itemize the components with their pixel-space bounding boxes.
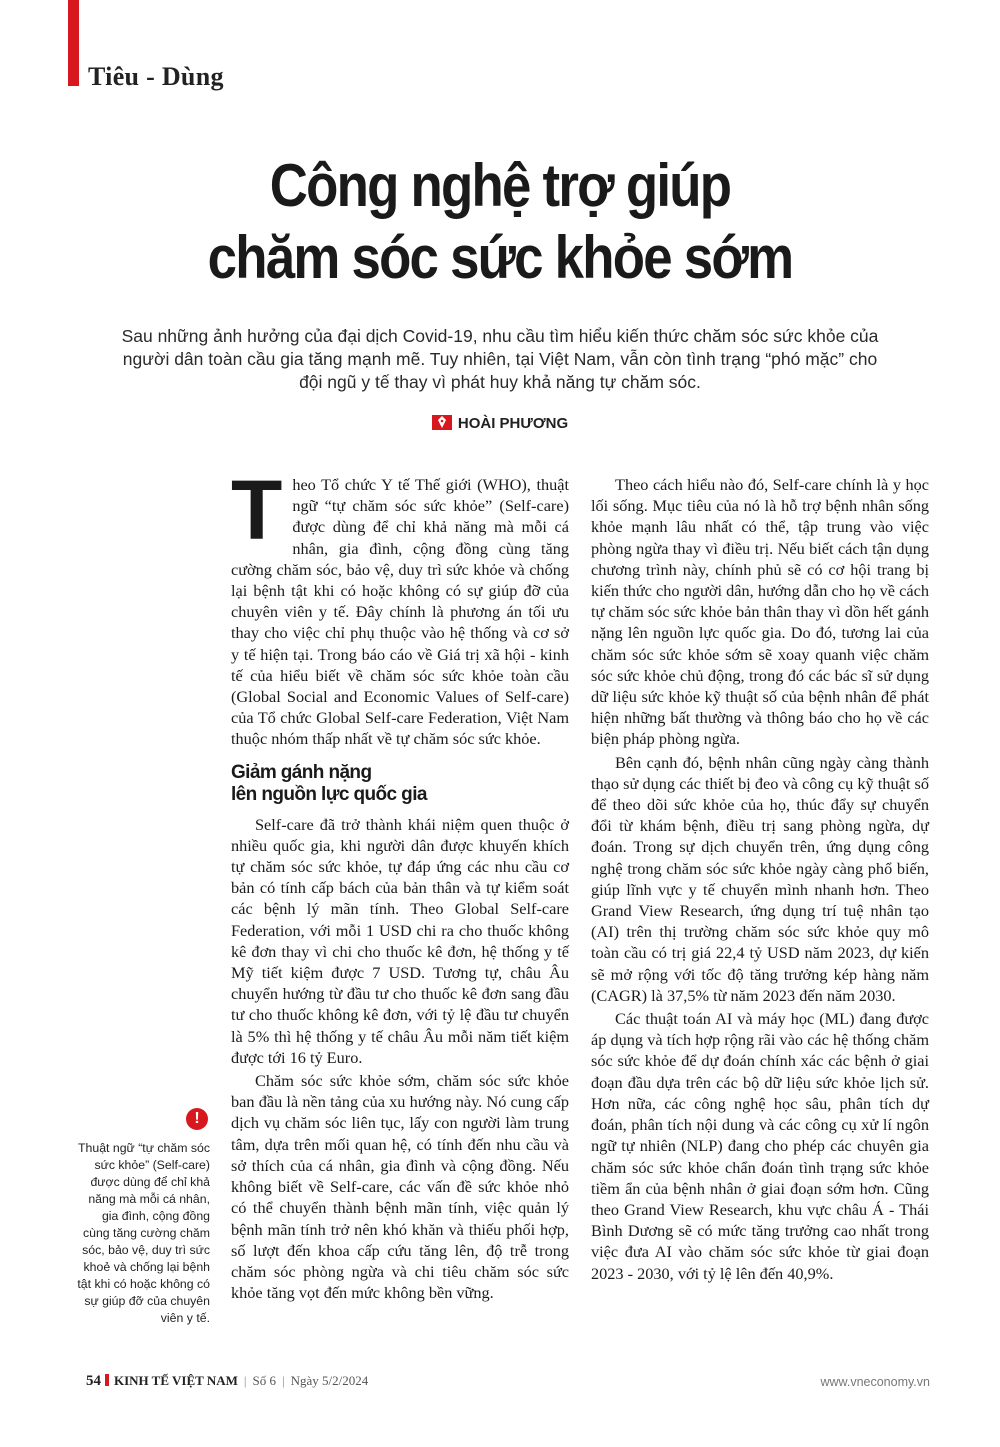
byline [0, 415, 1000, 432]
author-name: HOÀI PHƯƠNG [457, 415, 569, 432]
issue-number: Số 6 [252, 1373, 276, 1388]
subheading: Giảm gánh nặng lên nguồn lực quốc gia [231, 761, 427, 805]
drop-cap: T [231, 463, 283, 557]
headline [60, 150, 940, 294]
page-footer: 54 KINH TẾ VIỆT NAM | Số 6 | Ngày 5/2/2024 www.vneconomy.vn [86, 1373, 930, 1389]
paragraph: Self-care đã trở thành khái niệm quen thuộc ở nhiều quốc gia, khi người dân được khuyến khích tự chăm sóc sức khỏe, tự đáp ứng các nhu cầu cơ bản có tính cấp bách của bản thân và tự kiểm soát các bệnh lý mãn tính. Theo Global Self-care Federation, với mỗi 1 USD chi ra cho thuốc không kê đơn thay vì chi cho thuốc kê đơn, hệ thống y tế Mỹ tiết kiệm được 7 USD. Tương tự, châu Âu chuyển hướng từ đầu tư cho thuốc kê đơn sang đầu tư cho thuốc không kê đơn, với tỷ lệ đầu tư chuyển là 5% thì hệ thống y tế châu Âu mỗi năm tiết kiệm được tới 16 tỷ Euro. [231, 814, 569, 1067]
section-title: Tiêu - Dùng [88, 62, 224, 91]
headline-line-2: chăm sóc sức khỏe sớm [207, 224, 793, 291]
section-accent-bar [68, 0, 79, 86]
paragraph: Chăm sóc sức khỏe sớm, chăm sóc sức khỏe ban đầu là nền tảng của xu hướng này. Nó cung cấp dịch vụ chăm sóc liên tục, lấy con người làm trung tâm, dựa trên mối quan hệ, có tính đến nhu cầu và sở thích của cá nhân, gia đình và cộng đồng. Nếu không biết về Self-care, các vấn đề sức khỏe nhỏ có thể chuyển thành bệnh mãn tính, việc quản lý bệnh mãn tính trở nên khó khăn và thiếu phối hợp, số lượt đến khoa cấp cứu tăng lên, độ trễ trong chăm sóc phòng ngừa và chi tiêu chăm sóc sức khỏe tăng vọt đến mức không bền vững. [231, 1071, 569, 1303]
pen-icon [432, 415, 452, 430]
paragraph: Theo cách hiểu nào đó, Self-care chính là y học lối sống. Mục tiêu của nó là hỗ trợ bệnh nhân sống khỏe mạnh lâu nhất có thể, tập trung vào việc phòng ngừa thay vì điều trị. Nếu biết cách tận dụng chương trình này, chính phủ sẽ có cơ hội trang bị kiến thức cho người dân, hướng dẫn cho họ về cách tự chăm sóc sức khỏe bản thân thay vì dồn hết gánh nặng lên nguồn lực quốc gia. Do đó, tương lai của chăm sóc sức khỏe sớm sẽ xoay quanh việc chăm sóc sức khỏe chủ động, trong đó các bác sĩ sử dụng dữ liệu sức khỏe kỹ thuật số của bệnh nhân để phát hiện những bất thường và thông báo cho họ về các biện pháp phòng ngừa. [591, 475, 929, 749]
paragraph: Bên cạnh đó, bệnh nhân cũng ngày càng thành thạo sử dụng các thiết bị đeo và công cụ kỹ thuật số để theo dõi sức khỏe của họ, thúc đẩy sự chuyển đổi từ khám bệnh, điều trị sang phòng ngừa, dự đoán. Trong sự dịch chuyển trên, ứng dụng công nghệ trong chăm sóc sức khỏe ngày càng phổ biến, giúp lĩnh vực y tế chuyển mình nhanh hơn. Theo Grand View Research, ứng dụng trí tuệ nhân tạo (AI) trên thị trường chăm sóc sức khỏe quy mô toàn cầu có trị giá 22,4 tỷ USD năm 2023, dự kiến sẽ mở rộng với tốc độ tăng trưởng kép hàng năm (CAGR) là 37,5% từ năm 2023 đến năm 2030. [591, 752, 929, 1005]
paragraph: Các thuật toán AI và máy học (ML) đang được áp dụng và tích hợp rộng rãi vào các hệ thống chăm sóc sức khỏe để dự đoán chính xác các bệnh ở giai đoạn đầu dựa trên các bộ dữ liệu sức khỏe lịch sử. Hơn nữa, các công nghệ học sâu, phân tích dự đoán, phân tích nội dung và các công cụ xử lí ngôn ngữ tự nhiên (NLP) đang cho phép các chuyên gia chăm sóc sức khỏe chẩn đoán tình trạng sức khỏe tiềm ẩn của bệnh nhân ở giai đoạn sớm hơn. Cũng theo Grand View Research, khu vực châu Á - Thái Bình Dương sẽ có mức tăng trưởng cao nhất trong việc đưa AI vào chăm sóc sức khỏe từ giai đoạn 2023 - 2030, với tỷ lệ lên đến 40,9%. [591, 1009, 929, 1283]
footer-accent-mark [105, 1374, 109, 1386]
paragraph: Theo Tổ chức Y tế Thế giới (WHO), thuật ngữ “tự chăm sóc sức khỏe” (Self-care) được dùng để chỉ khả năng mà mỗi cá nhân, gia đình, cộng đồng cùng tăng cường chăm sóc, bảo vệ, duy trì sức khỏe và chống lại bệnh tật khi có hoặc không có sự giúp đỡ của chuyên viên y tế. Đây chính là phương án tối ưu thay cho việc chỉ phụ thuộc vào hệ thống và cơ sở y tế hiện tại. Trong báo cáo về Giá trị xã hội - kinh tế của hiểu biết về chăm sóc sức khỏe toàn cầu (Global Social and Economic Values of Self-care) của Tổ chức Global Self-care Federation, Việt Nam thuộc nhóm thấp nhất về tự chăm sóc sức khỏe. [231, 463, 569, 749]
exclamation-icon: ! [186, 1108, 208, 1130]
lead-paragraph: Sau những ảnh hưởng của đại dịch Covid-19, nhu cầu tìm hiểu kiến thức chăm sóc sức khỏe của người dân toàn cầu gia tăng mạnh mẽ. Tuy nhiên, tại Việt Nam, vẫn còn tình trạng “phó mặc” cho đội ngũ y tế thay vì phát huy khả năng tự chăm sóc. [121, 326, 879, 392]
website-link[interactable]: www.vneconomy.vn [820, 1375, 930, 1389]
article-column-1 [231, 463, 569, 1305]
article-column-2 [591, 474, 929, 1286]
page-number: 54 [86, 1373, 101, 1389]
headline-line-1: Công nghệ trợ giúp [269, 152, 731, 219]
issue-date: Ngày 5/2/2024 [290, 1373, 369, 1388]
side-note: Thuật ngữ “tự chăm sóc sức khỏe” (Self-care) được dùng để chỉ khả năng mà mỗi cá nhân, gia đình, cộng đồng cùng tăng cường chăm sóc, bảo vệ, duy trì sức khoẻ và chống lại bệnh tật khi có hoặc không có sự giúp đỡ của chuyên viên y tế. [77, 1141, 210, 1325]
magazine-name: KINH TẾ VIỆT NAM [114, 1373, 238, 1388]
